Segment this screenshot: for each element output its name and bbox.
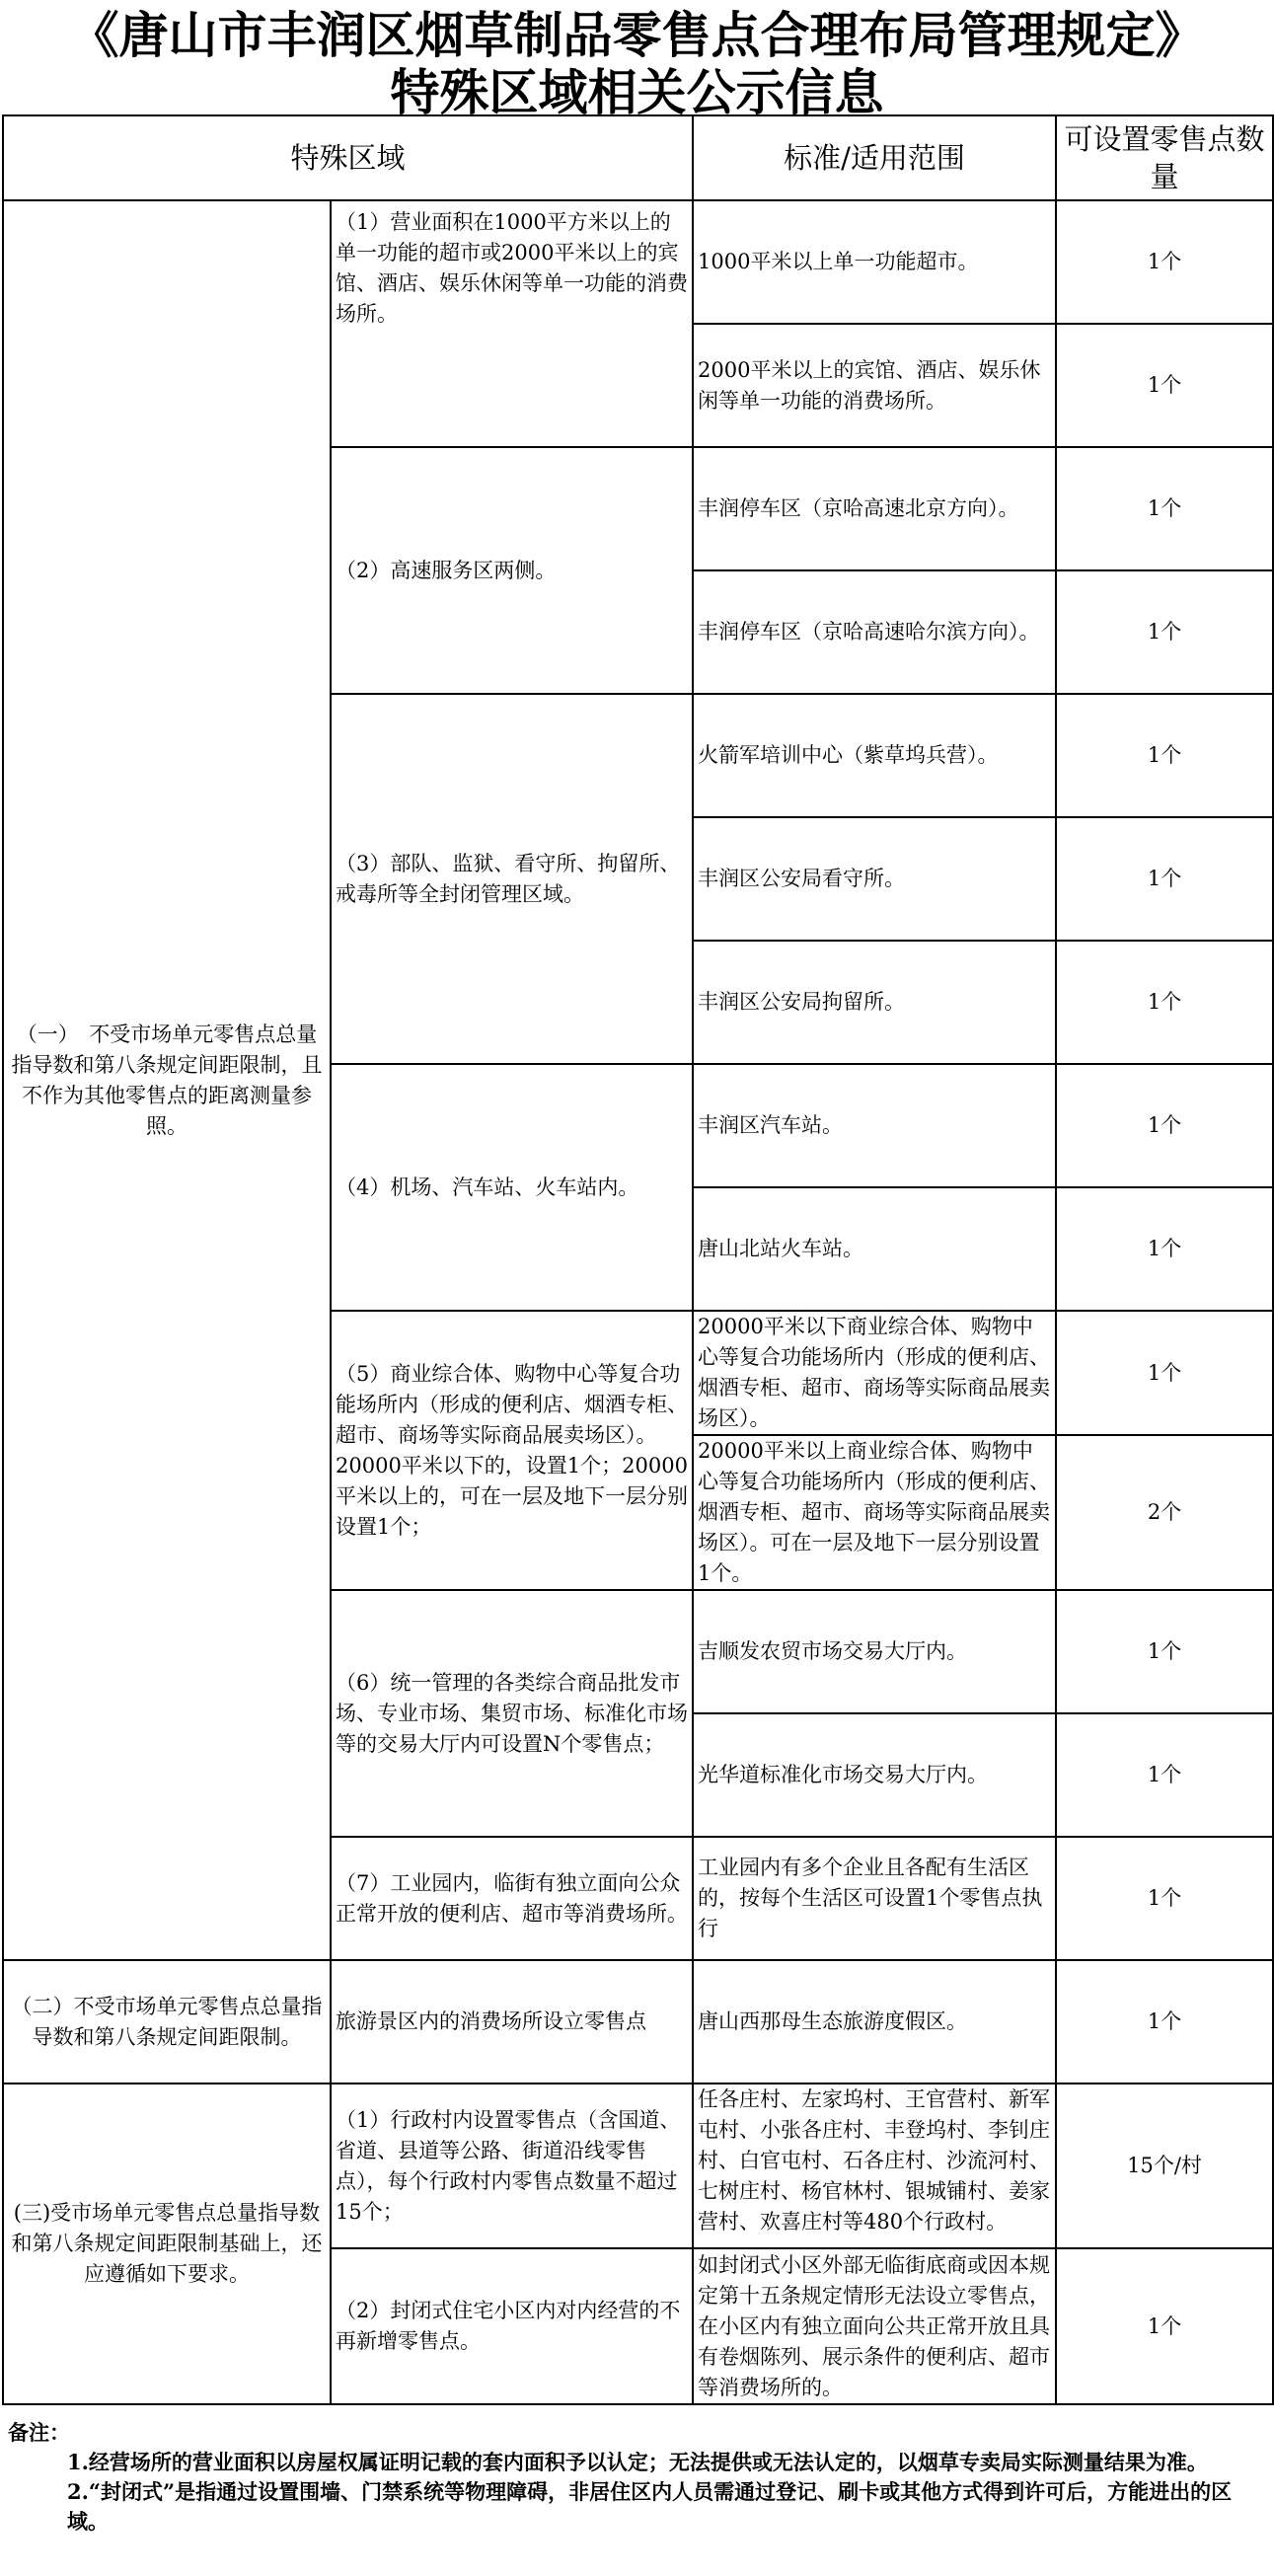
count-cell: 1个 [1056, 817, 1273, 941]
table-row [3, 200, 1273, 324]
header-special-area: 特殊区域 [3, 115, 693, 200]
standard-cell: 丰润区公安局拘留所。 [693, 941, 1056, 1064]
count-cell: 1个 [1056, 941, 1273, 1064]
count-cell: 1个 [1056, 570, 1273, 694]
subarea-cell: （5）商业综合体、购物中心等复合功能场所内（形成的便利店、烟酒专柜、超市、商场等实际商品展卖场区）。20000平米以下的，设置1个；20000平米以上的，可在一层及地下一层分别设置1个； [331, 1311, 693, 1590]
count-cell: 1个 [1056, 200, 1273, 324]
subarea-cell: （7）工业园内，临街有独立面向公众正常开放的便利店、超市等消费场所。 [331, 1837, 693, 1960]
count-cell: 1个 [1056, 324, 1273, 447]
subarea-cell: （2）高速服务区两侧。 [331, 447, 693, 694]
document-title: 《唐山市丰润区烟草制品零售点合理布局管理规定》 [69, 6, 1205, 64]
count-cell: 1个 [1056, 1187, 1273, 1311]
standard-cell: 2000平米以上的宾馆、酒店、娱乐休闲等单一功能的消费场所。 [693, 324, 1056, 447]
subarea-cell: （1）营业面积在1000平方米以上的单一功能的超市或2000平米以上的宾馆、酒店、娱乐休闲等单一功能的消费场所。 [331, 200, 693, 447]
standard-cell: 光华道标准化市场交易大厅内。 [693, 1713, 1056, 1837]
count-cell: 1个 [1056, 1590, 1273, 1713]
standard-cell: 吉顺发农贸市场交易大厅内。 [693, 1590, 1056, 1713]
count-cell: 2个 [1056, 1435, 1273, 1590]
count-cell: 15个/村 [1056, 2084, 1273, 2248]
standard-cell: 唐山西那母生态旅游度假区。 [693, 1960, 1056, 2084]
standard-cell: 丰润停车区（京哈高速哈尔滨方向）。 [693, 570, 1056, 694]
count-cell: 1个 [1056, 1064, 1273, 1187]
count-cell: 1个 [1056, 694, 1273, 817]
category-2: （二）不受市场单元零售点总量指导数和第八条规定间距限制。 [3, 1960, 331, 2084]
header-count: 可设置零售点数量 [1056, 115, 1273, 200]
standard-cell: 丰润区公安局看守所。 [693, 817, 1056, 941]
note-2: 2.“封闭式”是指通过设置围墙、门禁系统等物理障碍，非居住区内人员需通过登记、刷卡或其他方式得到许可后，方能进出的区域。 [67, 2479, 1233, 2534]
standard-cell: 任各庄村、左家坞村、王官营村、新军屯村、小张各庄村、丰登坞村、李钊庄村、白官屯村、石各庄村、沙流河村、七树庄村、杨官林村、银城铺村、姜家营村、欢喜庄村等480个行政村。 [693, 2084, 1056, 2248]
standard-cell: 20000平米以下商业综合体、购物中心等复合功能场所内（形成的便利店、烟酒专柜、超市、商场等实际商品展卖场区）。 [693, 1311, 1056, 1435]
count-cell: 1个 [1056, 1960, 1273, 2084]
category-3: (三)受市场单元零售点总量指导数和第八条规定间距限制基础上，还应遵循如下要求。 [3, 2084, 331, 2404]
standard-cell: 20000平米以上商业综合体、购物中心等复合功能场所内（形成的便利店、烟酒专柜、超市、商场等实际商品展卖场区）。可在一层及地下一层分别设置1个。 [693, 1435, 1056, 1590]
count-cell: 1个 [1056, 1837, 1273, 1960]
standard-cell: 如封闭式小区外部无临街底商或因本规定第十五条规定情形无法设立零售点，在小区内有独立面向公共正常开放且具有卷烟陈列、展示条件的便利店、超市等消费场所的。 [693, 2248, 1056, 2404]
document-subtitle: 特殊区域相关公示信息 [390, 63, 884, 121]
notes-section [8, 2418, 1266, 2537]
standard-cell: 工业园内有多个企业且各配有生活区的，按每个生活区可设置1个零售点执行 [693, 1837, 1056, 1960]
subarea-cell: （4）机场、汽车站、火车站内。 [331, 1064, 693, 1311]
standard-cell: 丰润停车区（京哈高速北京方向）。 [693, 447, 1056, 570]
category-1: （一） 不受市场单元零售点总量指导数和第八条规定间距限制，且不作为其他零售点的距离测量参照。 [3, 200, 331, 1960]
standard-cell: 唐山北站火车站。 [693, 1187, 1056, 1311]
subarea-cell: （2）封闭式住宅小区内对内经营的不再新增零售点。 [331, 2248, 693, 2404]
note-1: 1.经营场所的营业面积以房屋权属证明记载的套内面积予以认定；无法提供或无法认定的，以烟草专卖局实际测量结果为准。 [67, 2450, 1208, 2474]
subarea-cell: 旅游景区内的消费场所设立零售点 [331, 1960, 693, 2084]
notes-label: 备注： [8, 2420, 70, 2445]
standard-cell: 丰润区汽车站。 [693, 1064, 1056, 1187]
count-cell: 1个 [1056, 1311, 1273, 1435]
table-header-row [3, 115, 1273, 200]
table-row [3, 1960, 1273, 2084]
table-row [3, 2084, 1273, 2248]
subarea-cell: （6）统一管理的各类综合商品批发市场、专业市场、集贸市场、标准化市场等的交易大厅内可设置N个零售点； [331, 1590, 693, 1837]
subarea-cell: （3）部队、监狱、看守所、拘留所、戒毒所等全封闭管理区域。 [331, 694, 693, 1064]
subarea-cell: （1）行政村内设置零售点（含国道、省道、县道等公路、街道沿线零售点），每个行政村内零售点数量不超过15个； [331, 2084, 693, 2248]
count-cell: 1个 [1056, 447, 1273, 570]
standard-cell: 火箭军培训中心（紫草坞兵营）。 [693, 694, 1056, 817]
special-area-table [2, 114, 1274, 2405]
count-cell: 1个 [1056, 2248, 1273, 2404]
header-standard: 标准/适用范围 [693, 115, 1056, 200]
count-cell: 1个 [1056, 1713, 1273, 1837]
standard-cell: 1000平米以上单一功能超市。 [693, 200, 1056, 324]
